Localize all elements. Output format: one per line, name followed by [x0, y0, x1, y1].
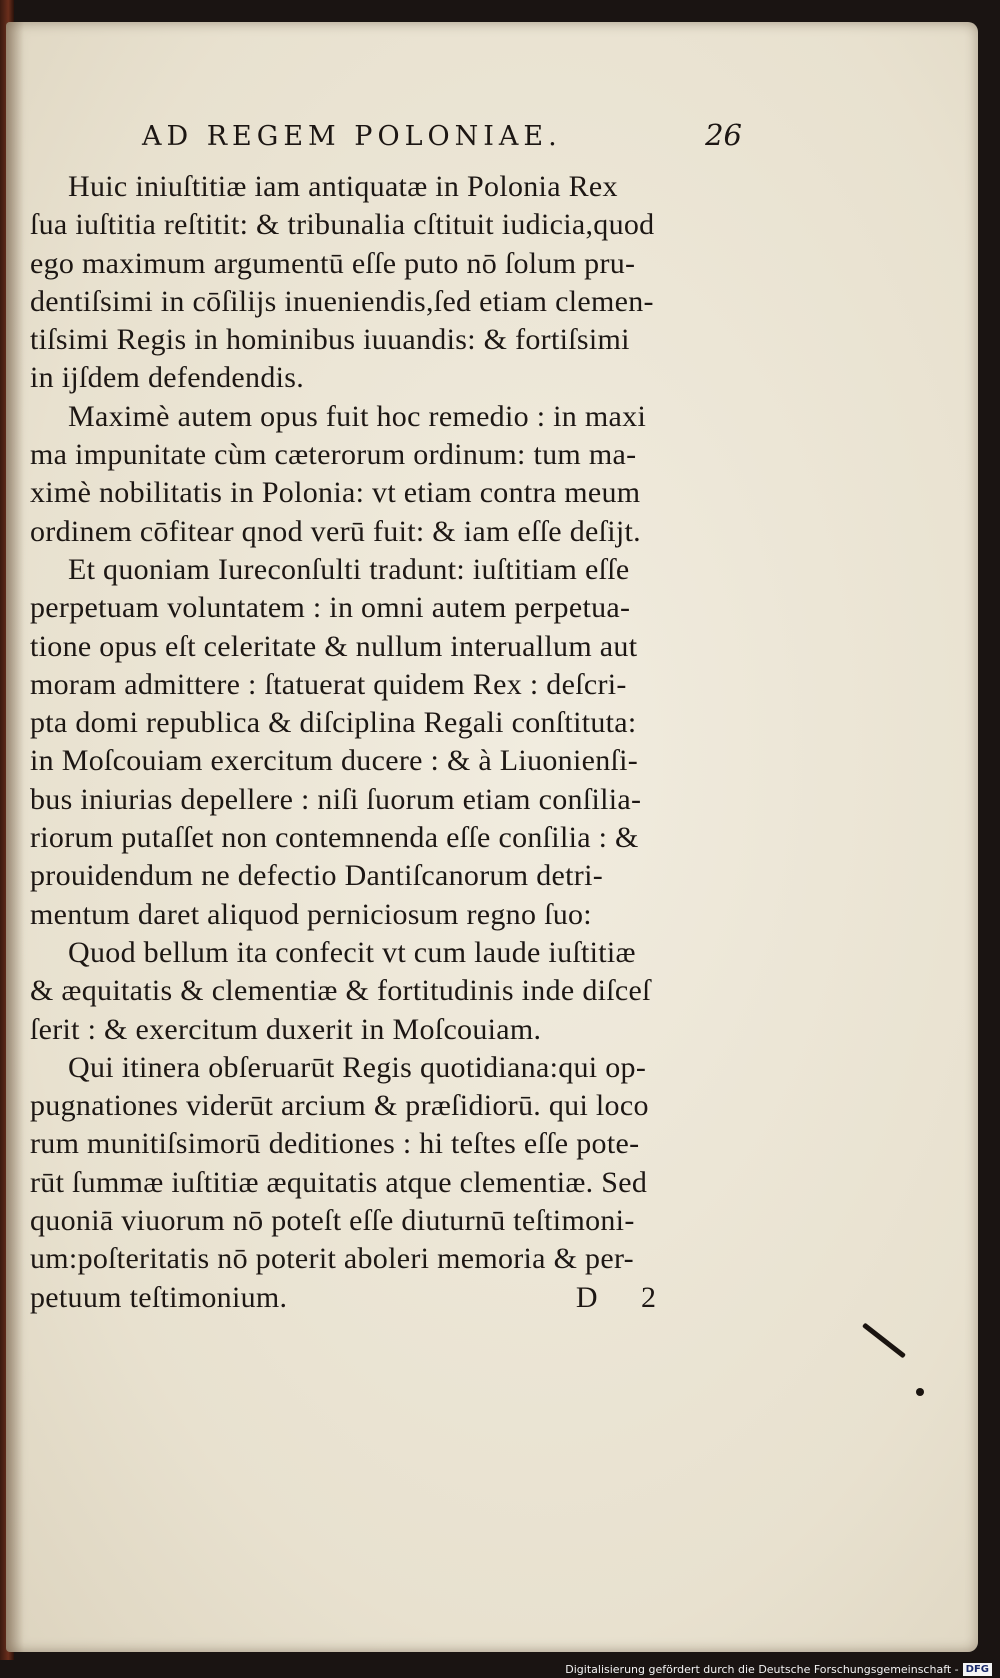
body-text: [30, 168, 734, 1317]
text-line: ſerit : & exercitum duxerit in Moſcouiam.: [30, 1012, 542, 1046]
text-line: Maximè autem opus fuit hoc remedio : in maxi: [68, 399, 647, 433]
running-head: AD REGEM POLONIAE.: [142, 121, 562, 152]
text-line: ma impunitate cùm cæterorum ordinum: tum ma-: [30, 438, 637, 472]
footer-credit: Digitalisierung gefördert durch die Deutsche Forschungsgemeinschaft -: [565, 1662, 959, 1676]
text-line: riorum putaſſet non contemnenda eſſe conſilia : &: [30, 821, 639, 855]
text-line: in ijſdem defendendis.: [30, 361, 305, 395]
text-line: tiſsimi Regis in hominibus iuuandis: & fortiſsimi: [30, 323, 630, 357]
ink-dot: [916, 1388, 924, 1396]
text-line: ſua iuſtitia reſtitit: & tribunalia cſtituit iudicia,quod: [30, 208, 655, 242]
text-line: um:poſteritatis nō poterit aboleri memoria & per-: [30, 1242, 634, 1276]
paragraph-2: [30, 398, 734, 551]
text-line: Quod bellum ita confecit vt cum laude iuſtitiæ: [68, 935, 636, 969]
text-line: perpetuam voluntatem : in omni autem perpetua-: [30, 591, 631, 625]
text-line: petuum teſtimonium.: [30, 1280, 288, 1314]
text-line: pta domi republica & diſciplina Regali conſtituta:: [30, 706, 637, 740]
text-line: quoniā viuorum nō poteſt eſſe diuturnū teſtimoni-: [30, 1204, 635, 1238]
last-line-with-signature: [30, 1279, 734, 1317]
page-gutter-shadow: [6, 22, 24, 1652]
text-line: Qui itinera obſeruarūt Regis quotidiana:qui op-: [68, 1050, 647, 1084]
text-line: & æquitatis & clementiæ & fortitudinis inde diſceſ: [30, 974, 651, 1008]
text-line: rum munitiſsimorū deditiones : hi teſtes eſſe pote-: [30, 1127, 640, 1161]
text-line: rūt ſummæ iuſtitiæ æquitatis atque clementiæ. Sed: [30, 1165, 648, 1199]
text-line: pugnationes viderūt arcium & præſidiorū. qui loco: [30, 1089, 649, 1123]
text-line: in Moſcouiam exercitum ducere : & à Liuonienſi-: [30, 744, 639, 778]
signature-mark: D 2: [575, 1280, 674, 1314]
text-line: bus iniurias depellere : niſi ſuorum etiam conſilia-: [30, 782, 642, 816]
text-line: mentum daret aliquod perniciosum regno ſuo:: [30, 897, 592, 931]
text-line: ximè nobilitatis in Polonia: vt etiam contra meum: [30, 476, 641, 510]
paragraph-5: [30, 1049, 734, 1317]
text-line: prouidendum ne defectio Dantiſcanorum detri-: [30, 859, 604, 893]
text-line: Et quoniam Iureconſulti tradunt: iuſtitiam eſſe: [68, 552, 630, 586]
text-line: moram admittere : ſtatuerat quidem Rex : deſcri-: [30, 667, 627, 701]
dfg-logo: DFG: [963, 1663, 992, 1676]
text-line: Huic iniuſtitiæ iam antiquatæ in Polonia Rex: [68, 170, 618, 203]
page-number: 26: [705, 118, 742, 152]
text-line: tione opus eſt celeritate & nullum interuallum aut: [30, 629, 638, 663]
text-line: dentiſsimi in cōſilijs inueniendis,ſed etiam clemen-: [30, 284, 654, 318]
paragraph-1: [30, 168, 734, 398]
text-line: ordinem cōfitear qnod verū fuit: & iam eſſe deſijt.: [30, 514, 641, 548]
digitization-footer: [0, 1660, 1000, 1678]
text-line: ego maximum argumentū eſſe puto nō ſolum pru-: [30, 246, 636, 280]
page-header: [142, 118, 742, 158]
paragraph-3: [30, 551, 734, 934]
paragraph-4: [30, 934, 734, 1049]
